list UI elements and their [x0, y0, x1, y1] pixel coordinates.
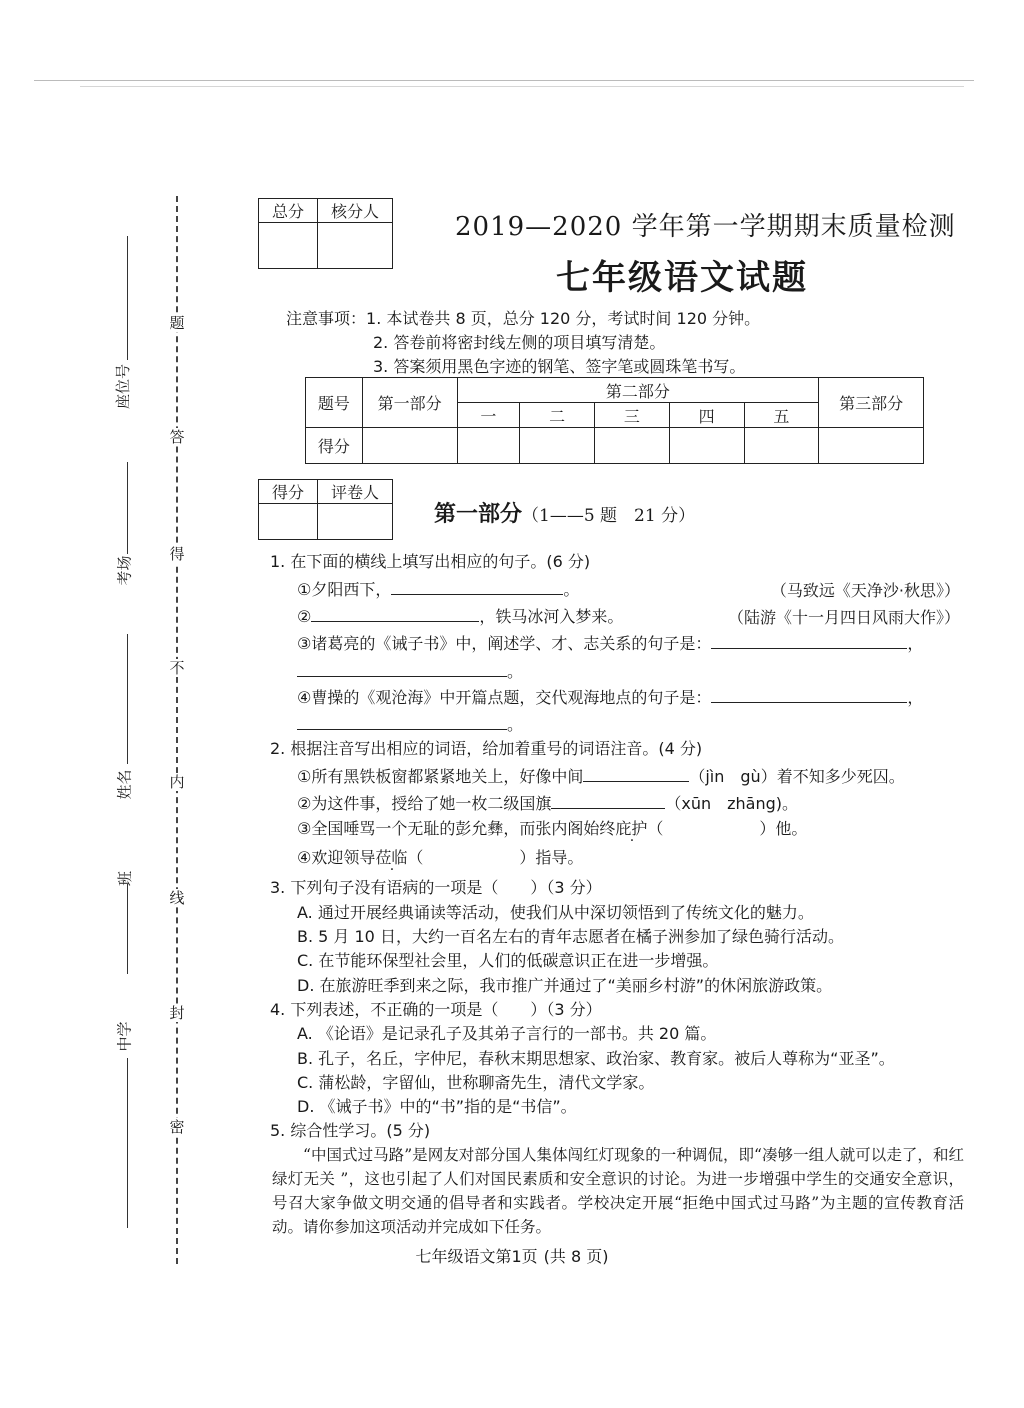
total-score-box — [258, 198, 393, 269]
score-header: 第二部分 — [457, 378, 819, 403]
q1-a-text: ①夕阳西下， — [297, 580, 392, 599]
field-name: 姓名 — [115, 769, 134, 800]
notice-label: 注意事项： — [286, 309, 367, 328]
score-sub: 四 — [669, 403, 744, 428]
q2-a — [297, 765, 905, 788]
score-header: 得分 — [306, 428, 363, 464]
seal-dashed-line — [176, 196, 178, 1264]
q1-c-end: 。 — [507, 662, 524, 681]
notice-item: 2. 答卷前将密封线左侧的项目填写清楚。 — [373, 333, 666, 352]
field-line — [127, 236, 128, 360]
q4-stem: 4. 下列表述，不正确的一项是（ ）（3 分） — [270, 1000, 602, 1019]
q1-d-cont — [297, 713, 523, 736]
box-header: 核分人 — [318, 199, 393, 223]
score-sub: 二 — [520, 403, 595, 428]
q4-option-d[interactable]: D. 《诫子书》中的“书”指的是“书信”。 — [297, 1097, 577, 1116]
q2-b — [297, 792, 798, 815]
score-cell[interactable] — [595, 428, 670, 464]
score-sub: 一 — [457, 403, 520, 428]
part1-score-box — [258, 479, 393, 540]
box-header: 得分 — [259, 480, 318, 504]
notice-item: 3. 答案须用黑色字迹的钢笔、签字笔或圆珠笔书写。 — [373, 357, 746, 376]
q2-c-blank[interactable]: （ ）他。 — [647, 819, 808, 838]
score-cell[interactable] — [362, 428, 457, 464]
score-sub: 五 — [744, 403, 819, 428]
q3-option-d[interactable]: D. 在旅游旺季到来之际，我市推广并通过了“美丽乡村游”的休闲旅游政策。 — [297, 976, 833, 995]
q2-a-pinyin: （jìn gù）着不知多少死囚。 — [689, 767, 905, 786]
q3-option-b[interactable]: B. 5 月 10 日，大约一百名左右的青年志愿者在橘子洲参加了绿色骑行活动。 — [297, 927, 844, 946]
q1-c-comma: ， — [907, 634, 924, 653]
field-seat: 座位号 — [114, 363, 133, 410]
seal-char: 答 — [169, 428, 185, 446]
answer-blank[interactable] — [297, 713, 507, 730]
field-room: 考场 — [115, 555, 134, 586]
seal-char: 密 — [169, 1118, 185, 1136]
field-line — [127, 634, 128, 764]
field-line — [127, 884, 128, 974]
seal-char: 线 — [169, 889, 185, 907]
q5-stem: 5. 综合性学习。(5 分) — [270, 1121, 431, 1140]
q2-a-text: ①所有黑铁板窗都紧紧地关上，好像中间 — [297, 767, 584, 786]
q2-d-emph: 莅临 — [375, 848, 408, 867]
answer-blank[interactable] — [711, 686, 907, 703]
q1-d — [297, 686, 923, 709]
q1-b-source: （陆游《十一月四日风雨大作》） — [727, 608, 960, 627]
answer-blank[interactable] — [311, 605, 479, 622]
q2-d — [297, 847, 583, 869]
q2-c — [297, 818, 807, 840]
notice — [286, 306, 760, 329]
q1-c-cont — [297, 660, 523, 683]
page-number: 七年级语文第1页 — [415, 1247, 538, 1266]
part1-score-cell[interactable] — [259, 504, 318, 540]
q1-a-source: （马致远《天净沙·秋思》） — [770, 581, 960, 600]
part1-title-text: 第一部分 — [434, 502, 523, 527]
answer-blank[interactable] — [583, 765, 689, 782]
q1-b-prefix: ② — [297, 607, 312, 626]
answer-blank[interactable] — [551, 792, 665, 809]
seal-char: 内 — [169, 773, 185, 791]
score-cell[interactable] — [457, 428, 520, 464]
part1-title — [434, 497, 695, 528]
q2-d-blank[interactable]: （ ）指导。 — [407, 848, 584, 867]
score-cell[interactable] — [819, 428, 924, 464]
q4-option-a[interactable]: A. 《论语》是记录孔子及其弟子言行的一部书。共 20 篇。 — [297, 1024, 717, 1043]
box-header: 总分 — [259, 199, 318, 223]
field-school: 中学 — [115, 1021, 134, 1052]
seal-char: 题 — [169, 314, 185, 332]
total-score-cell[interactable] — [259, 223, 318, 269]
q1-stem: 1. 在下面的横线上填写出相应的句子。(6 分) — [270, 552, 591, 571]
q1-a-end: 。 — [563, 580, 580, 599]
q1-c — [297, 632, 923, 655]
seal-char: 不 — [169, 659, 185, 677]
q1-d-end: 。 — [507, 715, 524, 734]
score-cell[interactable] — [744, 428, 819, 464]
answer-blank[interactable] — [391, 578, 563, 595]
answer-blank[interactable] — [297, 660, 507, 677]
score-header: 第一部分 — [362, 378, 457, 428]
page-footer — [0, 1244, 1024, 1267]
seal-char: 得 — [169, 545, 185, 563]
q5-passage: “中国式过马路”是网友对部分国人集体闯红灯现象的一种调侃，即“凑够一组人就可以走了，和红绿灯无关 ”，这也引起了人们对国民素质和安全意识的讨论。为进一步增强中学生的交通安全意识，号召大家争做文明交通的倡导者和实践者。学校决定开展“拒绝中国式过马路”为主题的宣传教育活动。请你参加这项活动并完成如下任务。 — [272, 1146, 964, 1236]
box-header: 评卷人 — [318, 480, 393, 504]
q1-d-comma: ， — [907, 688, 924, 707]
score-cell[interactable] — [520, 428, 595, 464]
checker-cell[interactable] — [318, 223, 393, 269]
score-table — [305, 377, 924, 464]
q1-b-text: ，铁马冰河入梦来。 — [479, 607, 624, 626]
score-header: 题号 — [306, 378, 363, 428]
score-header: 第三部分 — [819, 378, 924, 428]
q4-option-c[interactable]: C. 蒲松龄，字留仙，世称聊斋先生，清代文学家。 — [297, 1073, 655, 1092]
q3-stem: 3. 下列句子没有语病的一项是（ ）（3 分） — [270, 878, 602, 897]
exam-title: 2019—2020 学年第一学期期末质量检测 — [455, 212, 956, 242]
q4-option-b[interactable]: B. 孔子，名丘，字仲尼，春秋末期思想家、政治家、教育家。被后人尊称为“亚圣”。 — [297, 1049, 895, 1068]
score-cell[interactable] — [669, 428, 744, 464]
q2-b-pinyin: （xūn zhāng)。 — [665, 794, 798, 813]
field-line — [127, 1058, 128, 1228]
part1-range: （1——5 题 21 分） — [522, 506, 696, 526]
page-total: (共 8 页) — [543, 1247, 609, 1266]
scan-line — [34, 80, 974, 81]
q3-option-c[interactable]: C. 在节能环保型社会里，人们的低碳意识正在进一步增强。 — [297, 951, 719, 970]
q1-a — [297, 578, 579, 601]
field-class: 班 — [116, 870, 135, 887]
q2-c-emph: 庇护 — [615, 819, 648, 838]
field-line — [127, 462, 128, 554]
answer-blank[interactable] — [711, 632, 907, 649]
q3-option-a[interactable]: A. 通过开展经典诵读等活动，使我们从中深切领悟到了传统文化的魅力。 — [297, 903, 814, 922]
q2-stem: 2. 根据注音写出相应的词语，给加着重号的词语注音。(4 分) — [270, 739, 703, 758]
q2-c-text: ③全国唾骂一个无耻的彭允彝，而张内阁始终 — [297, 819, 616, 838]
subject-title: 七年级语文试题 — [556, 258, 808, 298]
q1-d-text: ④曹操的《观沧海》中开篇点题，交代观海地点的句子是： — [297, 688, 712, 707]
q2-b-text: ②为这件事，授给了她一枚二级国旗 — [297, 794, 552, 813]
part1-grader-cell[interactable] — [318, 504, 393, 540]
notice-item: 1. 本试卷共 8 页，总分 120 分，考试时间 120 分钟。 — [366, 309, 761, 328]
scan-line — [80, 86, 964, 87]
q2-d-text: ④欢迎领导 — [297, 848, 376, 867]
score-sub: 三 — [595, 403, 670, 428]
q1-b — [297, 605, 623, 628]
seal-char: 封 — [169, 1004, 185, 1022]
q1-c-text: ③诸葛亮的《诫子书》中，阐述学、才、志关系的句子是： — [297, 634, 712, 653]
